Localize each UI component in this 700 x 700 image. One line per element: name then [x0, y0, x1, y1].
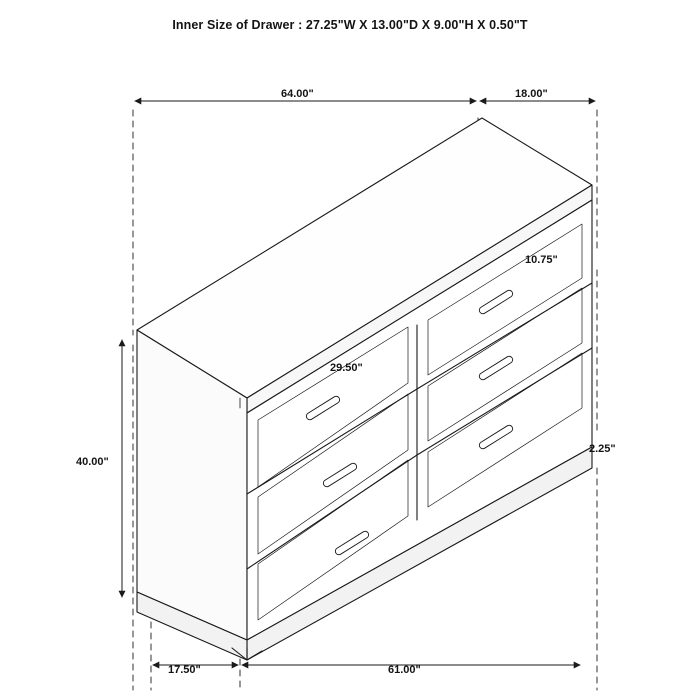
- dim-label-base-front-width: 61.00": [388, 664, 421, 676]
- dim-label-overall-height: 40.00": [76, 456, 109, 468]
- dim-label-interior-depth: 29.50": [330, 362, 363, 374]
- dim-label-top-width: 64.00": [281, 88, 314, 100]
- dim-label-top-depth: 18.00": [515, 88, 548, 100]
- dim-label-top-drawer-height: 10.75": [525, 254, 558, 266]
- dim-label-base-plinth-height: 2.25": [589, 443, 616, 455]
- page-title: Inner Size of Drawer : 27.25"W X 13.00"D X 9.00"H X 0.50"T: [172, 18, 528, 32]
- dim-label-base-side-depth: 17.50": [168, 664, 201, 676]
